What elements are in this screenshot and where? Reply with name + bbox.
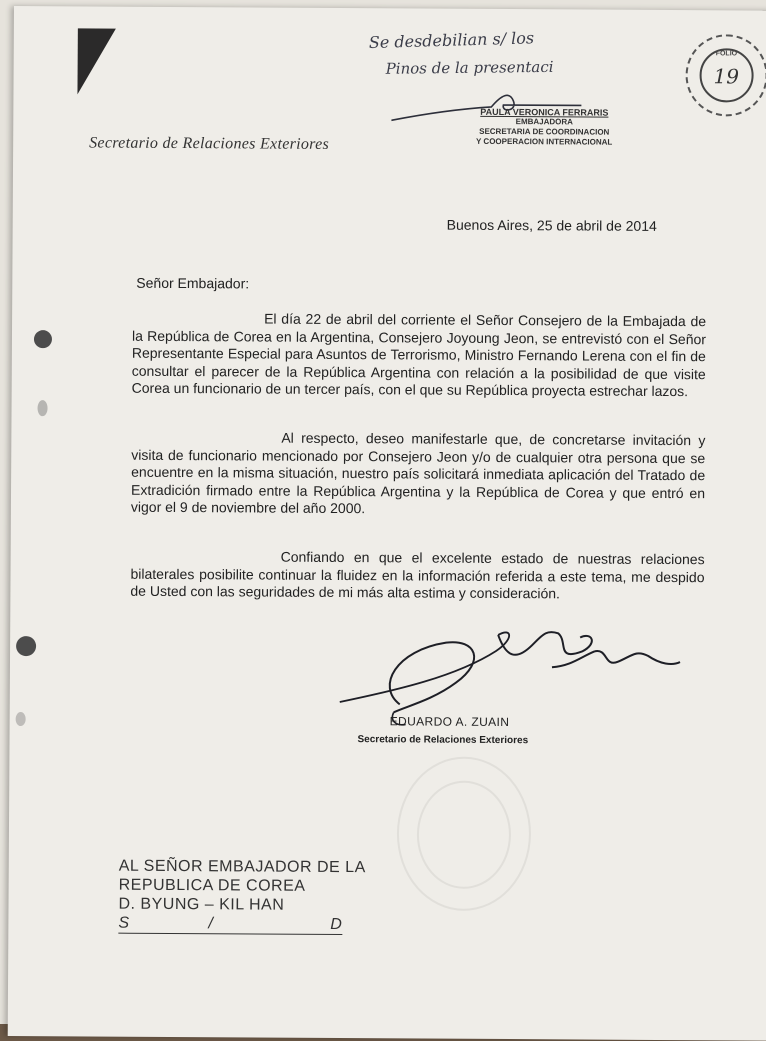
handwritten-note-line-1: Se desdebilian s/ los bbox=[368, 28, 535, 53]
paragraph-1-text: El día 22 de abril del corriente el Señor Consejero de la Embajada de la República de Corea en la Argentina, Consejero Joyoung Jeon, se entrevistó con el Señor Representante Especial para Asuntos de Terrorismo, Ministro Fernando Lerena con el fin de consultar el parecer de la República Argentina con relación a la posibilidad de que visite Corea un funcionario de un tercer país, con el que su República proyecta estrechar lazos. bbox=[131, 310, 707, 400]
paragraph-2-text: Al respecto, deseo manifestarle que, de concretarse invitación y visita de funcionario mencionado por Consejero Jeon y/o de cualquier otra persona que se encuentre en la misma situación, nuestro país solicitará inmediata aplicación del Tratado de Extradición firmado entre la República Argentina y la República de Corea y que entró en vigor el 9 de noviembre del año 2000. bbox=[130, 429, 706, 517]
handwritten-signature bbox=[336, 620, 687, 732]
folio-seal bbox=[685, 34, 766, 116]
paragraph-1 bbox=[132, 310, 707, 401]
letterhead: Secretario de Relaciones Exteriores bbox=[89, 134, 330, 153]
stamp-dept-2: Y COOPERACION INTERNACIONAL bbox=[475, 136, 613, 147]
punch-hole-mark-1 bbox=[34, 330, 52, 348]
letter-date: Buenos Aires, 25 de abril de 2014 bbox=[446, 216, 657, 234]
paragraph-3 bbox=[130, 548, 704, 604]
paragraph-3-text: Confiando en que el excelente estado de nuestras relaciones bilaterales posibilite continuar la fluidez en la información referida a este tema, me despido de Usted con las seguridades de mi más alta estima y consideración. bbox=[130, 548, 705, 602]
address-line-3: D. BYUNG – KIL HAN bbox=[118, 895, 285, 914]
address-block bbox=[118, 857, 365, 936]
folio-number: 19 bbox=[713, 64, 740, 89]
stamp-block bbox=[459, 107, 629, 148]
address-line-2: REPUBLICA DE COREA bbox=[118, 876, 306, 895]
address-s-d-line bbox=[118, 914, 342, 935]
letter-page bbox=[8, 6, 766, 1041]
stamp-name: PAULA VERONICA FERRARIS bbox=[480, 106, 609, 118]
address-s-label: S bbox=[118, 914, 130, 932]
embossed-seal-inner bbox=[417, 780, 512, 889]
address-d-label: D bbox=[330, 915, 343, 934]
address-slash: / bbox=[208, 915, 214, 933]
punch-hole-mark-2 bbox=[37, 400, 47, 416]
punch-hole-mark-3 bbox=[16, 636, 36, 656]
punch-hole-mark-4 bbox=[16, 712, 26, 726]
signatory-title: Secretario de Relaciones Exteriores bbox=[357, 734, 529, 747]
handwritten-note-line-2: Pinos de la presentaci bbox=[385, 57, 554, 78]
signatory-name: EDUARDO A. ZUAIN bbox=[389, 714, 510, 730]
folio-label: FOLIO bbox=[715, 50, 738, 58]
stamp-title: EMBAJADORA bbox=[515, 117, 574, 127]
paragraph-2 bbox=[131, 429, 706, 520]
salutation: Señor Embajador: bbox=[136, 274, 250, 292]
stamp-dept-1: SECRETARIA DE COORDINACION bbox=[479, 126, 610, 137]
address-line-1: AL SEÑOR EMBAJADOR DE LA bbox=[118, 857, 366, 877]
page-corner-mark bbox=[77, 28, 115, 94]
